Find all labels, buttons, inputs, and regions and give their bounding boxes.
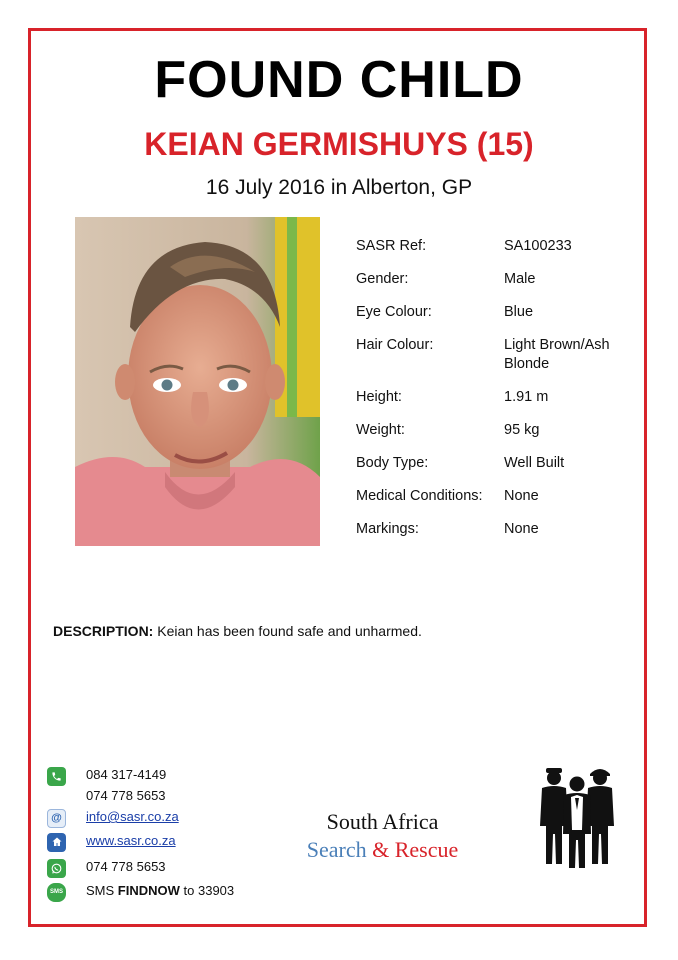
detail-value: 95 kg (504, 422, 540, 438)
detail-label: Markings: (356, 521, 419, 537)
detail-value: SA100233 (504, 238, 572, 254)
child-name: KEIAN GERMISHUYS (15) (144, 126, 534, 162)
org-line2 (300, 836, 465, 864)
details-table (356, 237, 636, 553)
whatsapp-number: 074 778 5653 (86, 859, 166, 874)
contact-email (47, 808, 66, 828)
poster-title: FOUND CHILD (154, 51, 524, 109)
detail-label: Weight: (356, 422, 405, 438)
org-rescue: Rescue (394, 837, 459, 862)
detail-value: Male (504, 271, 536, 287)
contact-website (47, 832, 66, 852)
phone-icon (47, 767, 66, 786)
email-icon: @ (47, 809, 66, 828)
detail-row-eye-colour (356, 303, 636, 322)
email-link[interactable]: info@sasr.co.za (86, 809, 179, 824)
org-amp: & (372, 837, 390, 862)
description-label: DESCRIPTION: (53, 623, 154, 639)
sms-keyword: FINDNOW (117, 883, 180, 898)
detail-value: Well Built (504, 455, 565, 471)
detail-value: None (504, 521, 539, 537)
detail-row-markings (356, 520, 636, 539)
detail-label: SASR Ref: (356, 238, 427, 254)
sms-instruction (86, 883, 234, 898)
detail-row-height (356, 388, 636, 407)
detail-row-body-type (356, 454, 636, 473)
detail-row-hair-colour (356, 336, 636, 374)
detail-value: Blue (504, 304, 534, 320)
website-link[interactable]: www.sasr.co.za (86, 833, 176, 848)
contact-whatsapp (47, 858, 66, 878)
detail-label: Hair Colour: (356, 337, 434, 353)
detail-label: Gender: (356, 271, 409, 287)
detail-row-medical-conditions (356, 487, 636, 506)
detail-value: 1.91 m (504, 389, 549, 405)
detail-label: Height: (356, 389, 402, 405)
contact-phone (47, 766, 66, 786)
contact-sms (47, 882, 66, 902)
home-icon (47, 833, 66, 852)
date-place: 16 July 2016 in Alberton, GP (205, 176, 473, 199)
org-line1: South Africa (326, 809, 439, 834)
sms-icon: SMS (47, 883, 66, 902)
whatsapp-icon (47, 859, 66, 878)
phone-number-1: 084 317-4149 (86, 767, 167, 782)
detail-label: Medical Conditions: (356, 488, 483, 504)
sms-suffix: to 33903 (183, 883, 235, 898)
sms-prefix: SMS (86, 883, 115, 898)
organisation-name (300, 808, 465, 864)
detail-value: Light Brown/Ash Blonde (504, 337, 610, 372)
detail-label: Body Type: (356, 455, 429, 471)
detail-row-weight (356, 421, 636, 440)
description-text: Keian has been found safe and unharmed. (157, 623, 422, 639)
phone-number-2: 074 778 5653 (86, 788, 166, 803)
detail-value: None (504, 488, 539, 504)
detail-row-gender (356, 270, 636, 289)
rescuers-logo-icon (538, 764, 616, 870)
detail-label: Eye Colour: (356, 304, 432, 320)
detail-row-sasr-ref (356, 237, 636, 256)
child-photo (75, 217, 320, 546)
org-search: Search (306, 837, 367, 862)
description (53, 622, 422, 640)
